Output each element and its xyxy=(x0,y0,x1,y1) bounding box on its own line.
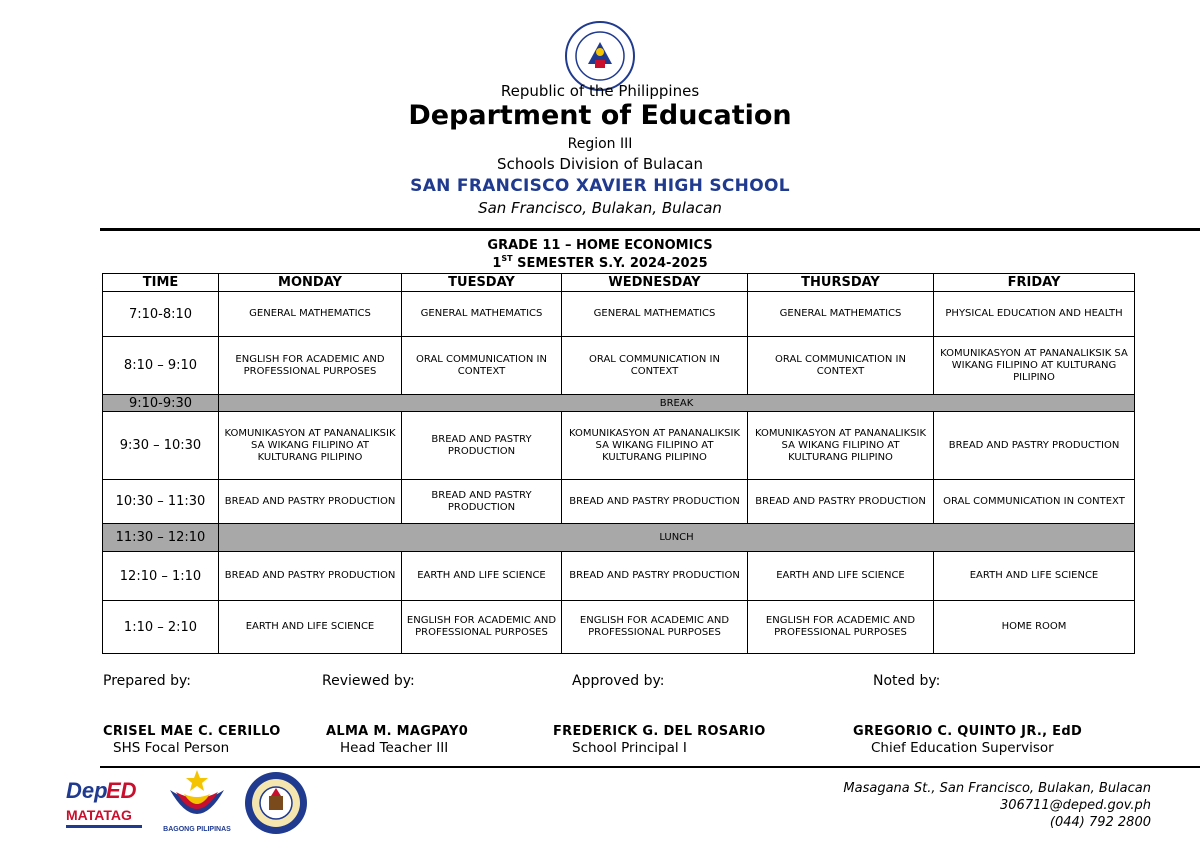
svg-text:Dep: Dep xyxy=(66,778,108,803)
reviewed-by-role: Head Teacher III xyxy=(340,740,449,756)
semester-title: 1ST SEMESTER S.Y. 2024-2025 xyxy=(492,254,708,271)
svg-text:MATATAG: MATATAG xyxy=(66,807,132,823)
table-row xyxy=(103,552,1135,601)
subject-cell: BREAD AND PASTRY PRODUCTION xyxy=(934,412,1135,480)
republic-text: Republic of the Philippines xyxy=(500,82,700,100)
table-row xyxy=(103,601,1135,654)
reviewed-by-label: Reviewed by: xyxy=(322,673,415,689)
subject-cell: GENERAL MATHEMATICS xyxy=(402,292,562,337)
subject-cell: BREAD AND PASTRY PRODUCTION xyxy=(748,480,934,524)
subject-cell: BREAD AND PASTRY PRODUCTION xyxy=(219,552,402,601)
time-cell: 9:30 – 10:30 xyxy=(103,412,219,480)
time-cell: 10:30 – 11:30 xyxy=(103,480,219,524)
subject-cell: ORAL COMMUNICATION IN CONTEXT xyxy=(402,337,562,395)
time-cell: 11:30 – 12:10 xyxy=(103,524,219,552)
time-cell: 9:10-9:30 xyxy=(103,395,219,412)
subject-cell: GENERAL MATHEMATICS xyxy=(748,292,934,337)
header-tuesday: TUESDAY xyxy=(402,274,562,292)
subject-cell: EARTH AND LIFE SCIENCE xyxy=(934,552,1135,601)
subject-cell: ORAL COMMUNICATION IN CONTEXT xyxy=(562,337,748,395)
time-cell: 8:10 – 9:10 xyxy=(103,337,219,395)
deped-matatag-logo xyxy=(64,774,150,834)
header-time: TIME xyxy=(103,274,219,292)
footer-divider xyxy=(100,766,1200,768)
department-title: Department of Education xyxy=(408,100,792,131)
subject-cell: BREAD AND PASTRY PRODUCTION xyxy=(402,480,562,524)
subject-cell: KOMUNIKASYON AT PANANALIKSIK SA WIKANG FILIPINO AT KULTURANG PILIPINO xyxy=(219,412,402,480)
subject-cell: ORAL COMMUNICATION IN CONTEXT xyxy=(934,480,1135,524)
time-cell: 12:10 – 1:10 xyxy=(103,552,219,601)
prepared-by-label: Prepared by: xyxy=(103,673,191,689)
subject-cell: ENGLISH FOR ACADEMIC AND PROFESSIONAL PURPOSES xyxy=(748,601,934,654)
school-address: San Francisco, Bulakan, Bulacan xyxy=(478,199,722,217)
noted-by-label: Noted by: xyxy=(873,673,941,689)
subject-cell: BREAD AND PASTRY PRODUCTION xyxy=(402,412,562,480)
school-name: SAN FRANCISCO XAVIER HIGH SCHOOL xyxy=(410,176,790,196)
noted-by-name: GREGORIO C. QUINTO JR., EdD xyxy=(853,724,1083,739)
reviewed-by-name: ALMA M. MAGPAY0 xyxy=(326,724,469,739)
subject-cell: GENERAL MATHEMATICS xyxy=(219,292,402,337)
table-row xyxy=(103,337,1135,395)
subject-cell: GENERAL MATHEMATICS xyxy=(562,292,748,337)
table-row xyxy=(103,292,1135,337)
subject-cell: PHYSICAL EDUCATION AND HEALTH xyxy=(934,292,1135,337)
subject-cell: ENGLISH FOR ACADEMIC AND PROFESSIONAL PURPOSES xyxy=(219,337,402,395)
break-row xyxy=(103,395,1135,412)
subject-cell: KOMUNIKASYON AT PANANALIKSIK SA WIKANG FILIPINO AT KULTURANG PILIPINO xyxy=(562,412,748,480)
approved-by-role: School Principal I xyxy=(572,740,687,756)
subject-cell: BREAD AND PASTRY PRODUCTION xyxy=(562,552,748,601)
header-wednesday: WEDNESDAY xyxy=(562,274,748,292)
svg-text:BAGONG PILIPINAS: BAGONG PILIPINAS xyxy=(163,826,231,833)
approved-by-label: Approved by: xyxy=(572,673,665,689)
footer-contact xyxy=(843,780,1151,831)
time-cell: 7:10-8:10 xyxy=(103,292,219,337)
lunch-label: LUNCH xyxy=(219,524,1135,552)
bagong-pilipinas-logo xyxy=(160,768,234,834)
subject-cell: EARTH AND LIFE SCIENCE xyxy=(748,552,934,601)
prepared-by-name: CRISEL MAE C. CERILLO xyxy=(103,724,281,739)
lunch-row xyxy=(103,524,1135,552)
footer-email: 306711@deped.gov.ph xyxy=(1000,798,1151,813)
footer-phone: (044) 792 2800 xyxy=(1049,815,1151,830)
subject-cell: KOMUNIKASYON AT PANANALIKSIK SA WIKANG FILIPINO AT KULTURANG PILIPINO xyxy=(934,337,1135,395)
school-seal-logo xyxy=(243,770,309,836)
approved-by-name: FREDERICK G. DEL ROSARIO xyxy=(553,724,766,739)
break-label: BREAK xyxy=(219,395,1135,412)
schedule-title: GRADE 11 – HOME ECONOMICS xyxy=(487,238,713,253)
header-friday: FRIDAY xyxy=(934,274,1135,292)
subject-cell: EARTH AND LIFE SCIENCE xyxy=(402,552,562,601)
subject-cell: BREAD AND PASTRY PRODUCTION xyxy=(219,480,402,524)
prepared-by-role: SHS Focal Person xyxy=(113,740,230,756)
header-divider xyxy=(100,228,1200,231)
subject-cell: KOMUNIKASYON AT PANANALIKSIK SA WIKANG FILIPINO AT KULTURANG PILIPINO xyxy=(748,412,934,480)
division-text: Schools Division of Bulacan xyxy=(497,155,703,173)
time-cell: 1:10 – 2:10 xyxy=(103,601,219,654)
table-header-row xyxy=(103,274,1135,292)
table-row xyxy=(103,412,1135,480)
subject-cell: ENGLISH FOR ACADEMIC AND PROFESSIONAL PURPOSES xyxy=(562,601,748,654)
header-monday: MONDAY xyxy=(219,274,402,292)
svg-text:ED: ED xyxy=(106,778,137,803)
footer-address: Masagana St., San Francisco, Bulakan, Bulacan xyxy=(843,781,1151,796)
region-text: Region III xyxy=(567,136,633,152)
subject-cell: HOME ROOM xyxy=(934,601,1135,654)
subject-cell: BREAD AND PASTRY PRODUCTION xyxy=(562,480,748,524)
class-schedule-table xyxy=(102,273,1135,654)
header-thursday: THURSDAY xyxy=(748,274,934,292)
subject-cell: ENGLISH FOR ACADEMIC AND PROFESSIONAL PURPOSES xyxy=(402,601,562,654)
noted-by-role: Chief Education Supervisor xyxy=(871,740,1054,756)
table-row xyxy=(103,480,1135,524)
subject-cell: EARTH AND LIFE SCIENCE xyxy=(219,601,402,654)
subject-cell: ORAL COMMUNICATION IN CONTEXT xyxy=(748,337,934,395)
